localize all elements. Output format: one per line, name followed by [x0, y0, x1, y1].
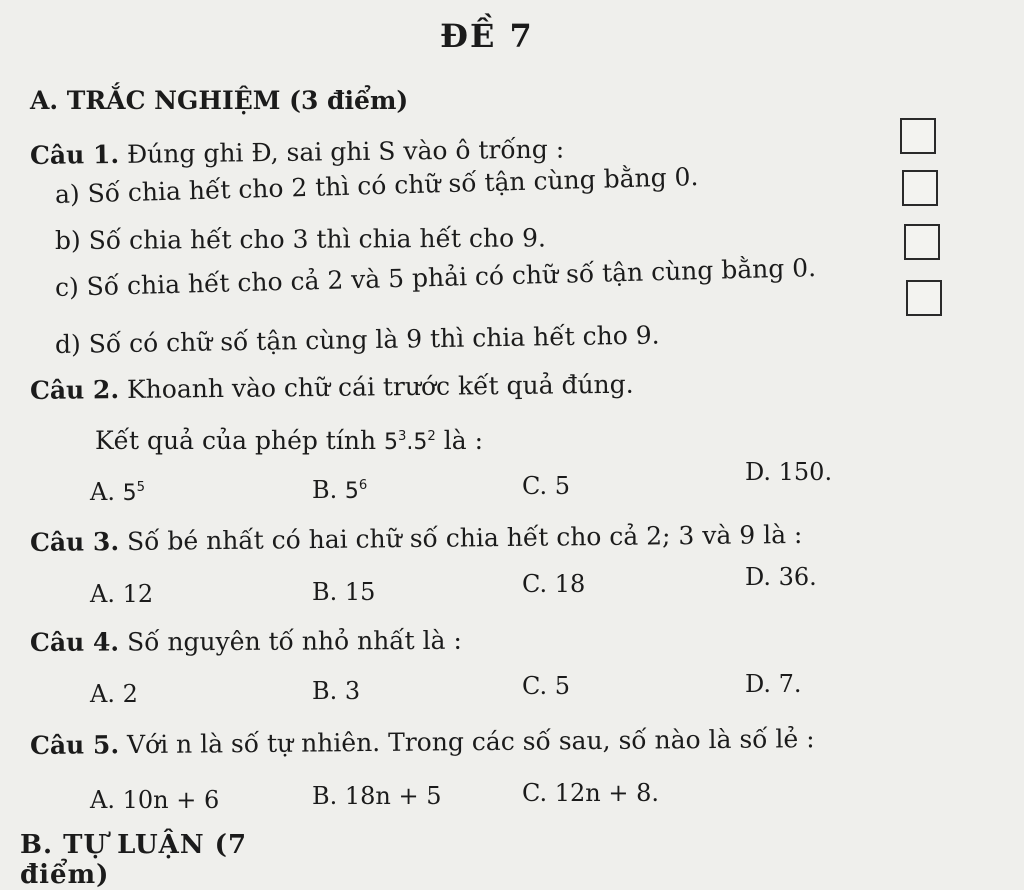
section-b-heading-partial	[20, 828, 340, 890]
q2-option-c[interactable]: C. 5	[522, 472, 571, 500]
question-1-item-d: d) Số có chữ số tận cùng là 9 thì chia hết cho 9.	[54, 320, 660, 359]
question-1	[30, 136, 564, 168]
question-4-text: Số nguyên tố nhỏ nhất là :	[126, 625, 462, 657]
question-5	[30, 726, 815, 758]
question-1-item-b: b) Số chia hết cho 3 thì chia hết cho 9.	[54, 223, 546, 255]
q2-option-b-base: 5	[344, 479, 359, 504]
question-3-text: Số bé nhất có hai chữ số chia hết cho cả 2; 3 và 9 là :	[126, 519, 803, 556]
q3-option-c[interactable]: C. 18	[522, 570, 586, 598]
expr-exponent-2: 2	[427, 428, 436, 444]
answer-box-b[interactable]	[902, 170, 938, 206]
question-5-label: Câu 5.	[29, 730, 120, 760]
q4-option-d[interactable]: D. 7.	[745, 670, 802, 698]
q4-option-a[interactable]: A. 2	[90, 680, 138, 708]
q2-option-b-exponent: 6	[358, 477, 368, 493]
section-b-heading-text: B. TỰ LUẬN (7 điểm)	[20, 830, 248, 890]
q2-option-b[interactable]	[312, 476, 367, 504]
q2-option-d[interactable]: D. 150.	[745, 458, 833, 486]
expr-base-1: 5	[384, 430, 399, 455]
question-2	[29, 369, 634, 405]
question-5-text: Với n là số tự nhiên. Trong các số sau, số nào là số lẻ :	[126, 724, 815, 760]
q3-option-b[interactable]: B. 15	[312, 578, 376, 606]
q2-option-b-label: B.	[312, 476, 338, 504]
q3-option-d[interactable]: D. 36.	[745, 563, 817, 591]
question-1-item-a: a) Số chia hết cho 2 thì có chữ số tận cùng bằng 0.	[54, 162, 699, 209]
expr-dot-base-2: .5	[406, 430, 428, 455]
expr-exponent-1: 3	[398, 428, 407, 444]
question-2-subtext	[95, 428, 483, 454]
question-2-sub-tail: là :	[443, 426, 484, 455]
q2-option-a-label: A.	[90, 478, 115, 506]
q3-option-a[interactable]: A. 12	[90, 580, 154, 608]
question-2-label: Câu 2.	[29, 375, 120, 405]
question-1-label: Câu 1.	[29, 139, 120, 170]
question-3-label: Câu 3.	[29, 527, 120, 557]
question-3	[29, 519, 803, 557]
q2-option-b-value	[345, 479, 367, 504]
q2-option-a-base: 5	[122, 481, 137, 506]
question-2-sub-label: Kết quả của phép tính	[95, 426, 377, 455]
question-1-item-c: c) Số chia hết cho cả 2 và 5 phải có chữ số tận cùng bằng 0.	[54, 253, 817, 302]
question-2-text: Khoanh vào chữ cái trước kết quả đúng.	[126, 369, 634, 404]
question-4-label: Câu 4.	[29, 627, 120, 657]
answer-box-a[interactable]	[900, 118, 936, 154]
q4-option-c[interactable]: C. 5	[522, 672, 571, 700]
q5-option-a[interactable]: A. 10n + 6	[90, 786, 220, 814]
question-1-text: Đúng ghi Đ, sai ghi S vào ô trống :	[126, 134, 565, 169]
q2-option-a-exponent: 5	[136, 479, 145, 495]
q2-option-a-value	[123, 481, 145, 506]
q5-option-c[interactable]: C. 12n + 8.	[522, 779, 660, 807]
section-a-heading: A. TRẮC NGHIỆM (3 điểm)	[30, 86, 409, 115]
answer-box-c[interactable]	[904, 224, 940, 260]
question-4	[29, 625, 462, 657]
answer-box-d[interactable]	[906, 280, 942, 316]
q5-option-b[interactable]: B. 18n + 5	[312, 782, 442, 810]
page-title: ĐỀ 7	[440, 17, 534, 55]
question-2-expression	[384, 430, 436, 455]
q4-option-b[interactable]: B. 3	[312, 677, 361, 705]
q2-option-a[interactable]	[90, 478, 145, 506]
